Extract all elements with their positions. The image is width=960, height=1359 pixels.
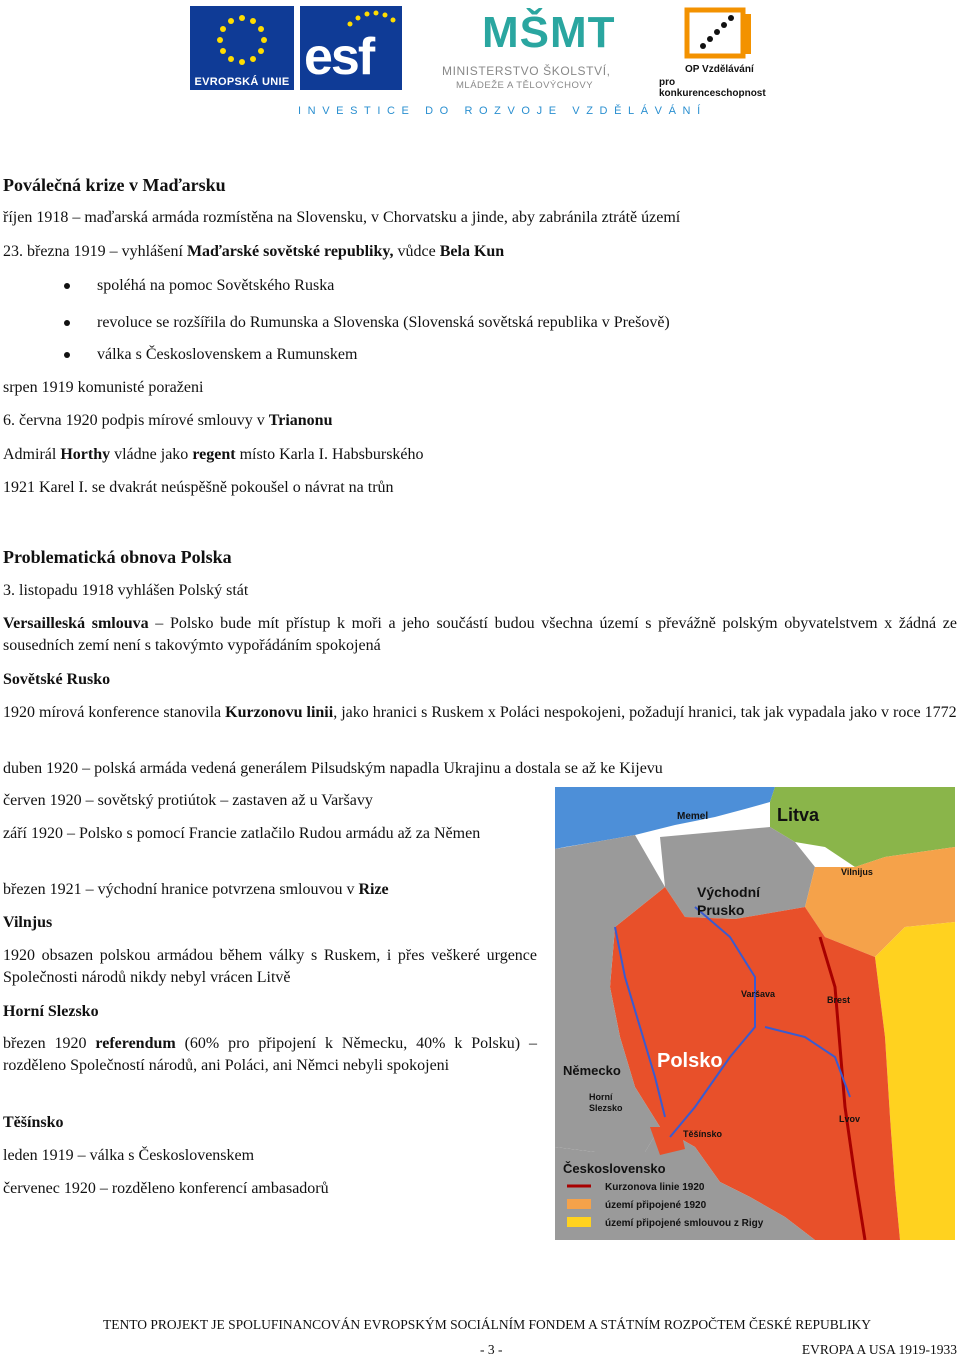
map-label-litva: Litva — [777, 805, 820, 825]
section1-paragraph — [3, 444, 424, 466]
text-run: březen 1921 – východní hranice potvrzena smlouvou v — [3, 881, 359, 898]
op-square-icon — [683, 6, 753, 60]
msmt-line2: MLÁDEŽE A TĚLOVÝCHOVY — [456, 80, 594, 91]
page-header — [0, 0, 960, 130]
section1-paragraph — [3, 241, 504, 263]
text-run: vládne jako — [110, 446, 193, 463]
msmt-monogram: MŠMT — [482, 8, 616, 57]
section2-paragraph — [3, 613, 957, 657]
section2-paragraph: červen 1920 – sovětský protiútok – zastaven až u Varšavy — [3, 792, 373, 809]
footer-course: EVROPA A USA 1919-1933 — [801, 1342, 957, 1357]
text-run: Admirál — [3, 446, 61, 463]
section1-paragraph: říjen 1918 – maďarská armáda rozmístěna na Slovensku, v Chorvatsku a jinde, aby zabránila ztrátě území — [3, 209, 681, 226]
section2-paragraph — [3, 1033, 537, 1077]
section1-paragraph: 1921 Karel I. se dvakrát neúspěšně pokoušel o návrat na trůn — [3, 479, 394, 496]
text-run-bold: Versailleská smlouva — [3, 615, 149, 632]
text-run-bold: Rize — [358, 881, 389, 898]
subheading: Sovětské Rusko — [3, 671, 111, 688]
subheading: Horní Slezsko — [3, 1003, 99, 1020]
header-tagline: INVESTICE DO ROZVOJE VZDĚLÁVÁNÍ — [298, 105, 707, 117]
op-line2: pro konkurenceschopnost — [659, 77, 766, 99]
op-logo — [655, 0, 780, 99]
list-item: spoléhá na pomoc Sovětského Ruska — [97, 277, 335, 294]
section2-paragraph: 3. listopadu 1918 vyhlášen Polský stát — [3, 582, 249, 599]
text-run: vůdce — [393, 243, 440, 260]
text-run: , jako hranici s Ruskem x Poláci nespokojeni, požadují hranici, tak jak vypadala jako v roce 1772 — [333, 704, 957, 721]
map-label-memel: Memel — [677, 811, 709, 822]
text-run: (60% pro připojení k Německu, 40% k Polsku) – rozděleno Společností národů, ani Poláci, ani Němci nebyli spokojeni — [3, 1035, 537, 1074]
section2-title: Problematická obnova Polska — [3, 547, 232, 567]
map-label-varsava: Varšava — [741, 989, 776, 999]
section2-paragraph: červenec 1920 – rozděleno konferencí ambasadorů — [3, 1180, 329, 1197]
section1-paragraph — [3, 410, 332, 432]
legend-swatch-riga — [567, 1217, 591, 1227]
legend-item: území připojené 1920 — [605, 1200, 707, 1211]
legend-item: Kurzonova linie 1920 — [605, 1182, 705, 1193]
esf-logo-text: esf — [304, 28, 374, 86]
esf-logo — [300, 6, 402, 90]
map-label-vilnius: Vilnijus — [841, 867, 873, 877]
legend-swatch-annexed — [567, 1199, 591, 1209]
text-run: 23. března 1919 – vyhlášení — [3, 243, 187, 260]
subheading: Vilnjus — [3, 914, 53, 931]
text-run: místo Karla I. Habsburského — [235, 446, 424, 463]
esf-stars-icon — [340, 8, 400, 30]
text-run-bold: Horthy — [60, 446, 111, 463]
section2-paragraph — [3, 702, 957, 724]
section1-paragraph: srpen 1919 komunisté poraženi — [3, 379, 204, 396]
eu-logo-label: EVROPSKÁ UNIE — [194, 76, 290, 88]
map-label-horni-slezsko-2: Slezsko — [589, 1103, 623, 1113]
eu-stars-icon — [202, 10, 282, 70]
subheading: Těšínsko — [3, 1114, 64, 1131]
map-label-vychodni-prusko-2: Prusko — [697, 902, 745, 918]
text-run: – Polsko bude mít přístup k moři a jeho součástí budou všechna území s převážně polským obyvatelstvem x žádná ze sousedních zemí není s takovýmto vypořádáním spokojená — [3, 615, 958, 654]
msmt-line1: MINISTERSTVO ŠKOLSTVÍ, — [442, 64, 611, 78]
text-run-bold: referendum — [95, 1035, 176, 1052]
map-label-horni-slezsko-1: Horní — [589, 1092, 613, 1102]
op-line1: OP Vzdělávání — [685, 64, 754, 75]
map-label-vychodni-prusko-1: Východní — [697, 884, 761, 900]
map-label-nemecko: Německo — [563, 1063, 621, 1078]
map-label-tesinsko: Těšínsko — [683, 1129, 723, 1139]
text-run: 6. června 1920 podpis mírové smlouvy v — [3, 412, 269, 429]
map-label-ceskoslovensko: Československo — [563, 1161, 666, 1176]
section2-paragraph: září 1920 – Polsko s pomocí Francie zatlačilo Rudou armádu až za Němen — [3, 825, 481, 842]
msmt-logo — [442, 2, 632, 94]
legend-item: území připojené smlouvou z Rigy — [605, 1218, 764, 1229]
poland-borders-map — [555, 787, 955, 1240]
bullet-icon — [64, 283, 70, 289]
map-label-polsko: Polsko — [657, 1050, 723, 1072]
text-run-bold: Kurzonovu linii — [225, 704, 334, 721]
section2-paragraph: 1920 obsazen polskou armádou během války s Ruskem, i přes veškeré urgence Společnosti národů nikdy nebyl vrácen Litvě — [3, 947, 537, 986]
bullet-icon — [64, 320, 70, 326]
section2-paragraph: leden 1919 – válka s Československem — [3, 1147, 255, 1164]
text-run: 1920 mírová konference stanovila — [3, 704, 226, 721]
bullet-icon — [64, 352, 70, 358]
list-item: válka s Československem a Rumunskem — [97, 346, 358, 363]
text-run-bold: regent — [192, 446, 236, 463]
text-run-bold: Bela Kun — [439, 243, 505, 260]
section2-paragraph: duben 1920 – polská armáda vedená generálem Pilsudským napadla Ukrajinu a dostala se až ke Kijevu — [3, 760, 663, 777]
page-number: - 3 - — [480, 1342, 503, 1357]
text-run-bold: Maďarské sovětské republiky, — [186, 243, 394, 260]
map-label-lvov: Lvov — [839, 1114, 861, 1124]
map-label-brest: Brest — [827, 995, 851, 1005]
text-run-bold: Trianonu — [268, 412, 333, 429]
section2-paragraph — [3, 879, 389, 901]
list-item: revoluce se rozšířila do Rumunska a Slovenska (Slovenská sovětská republika v Prešově) — [97, 314, 670, 331]
footer-funding: TENTO PROJEKT JE SPOLUFINANCOVÁN EVROPSKÝM SOCIÁLNÍM FONDEM A STÁTNÍM ROZPOČTEM ČESKÉ REPUBLIKY — [103, 1317, 871, 1332]
text-run: březen 1920 — [3, 1035, 96, 1052]
eu-logo — [190, 6, 294, 90]
section1-title: Poválečná krize v Maďarsku — [3, 175, 226, 195]
